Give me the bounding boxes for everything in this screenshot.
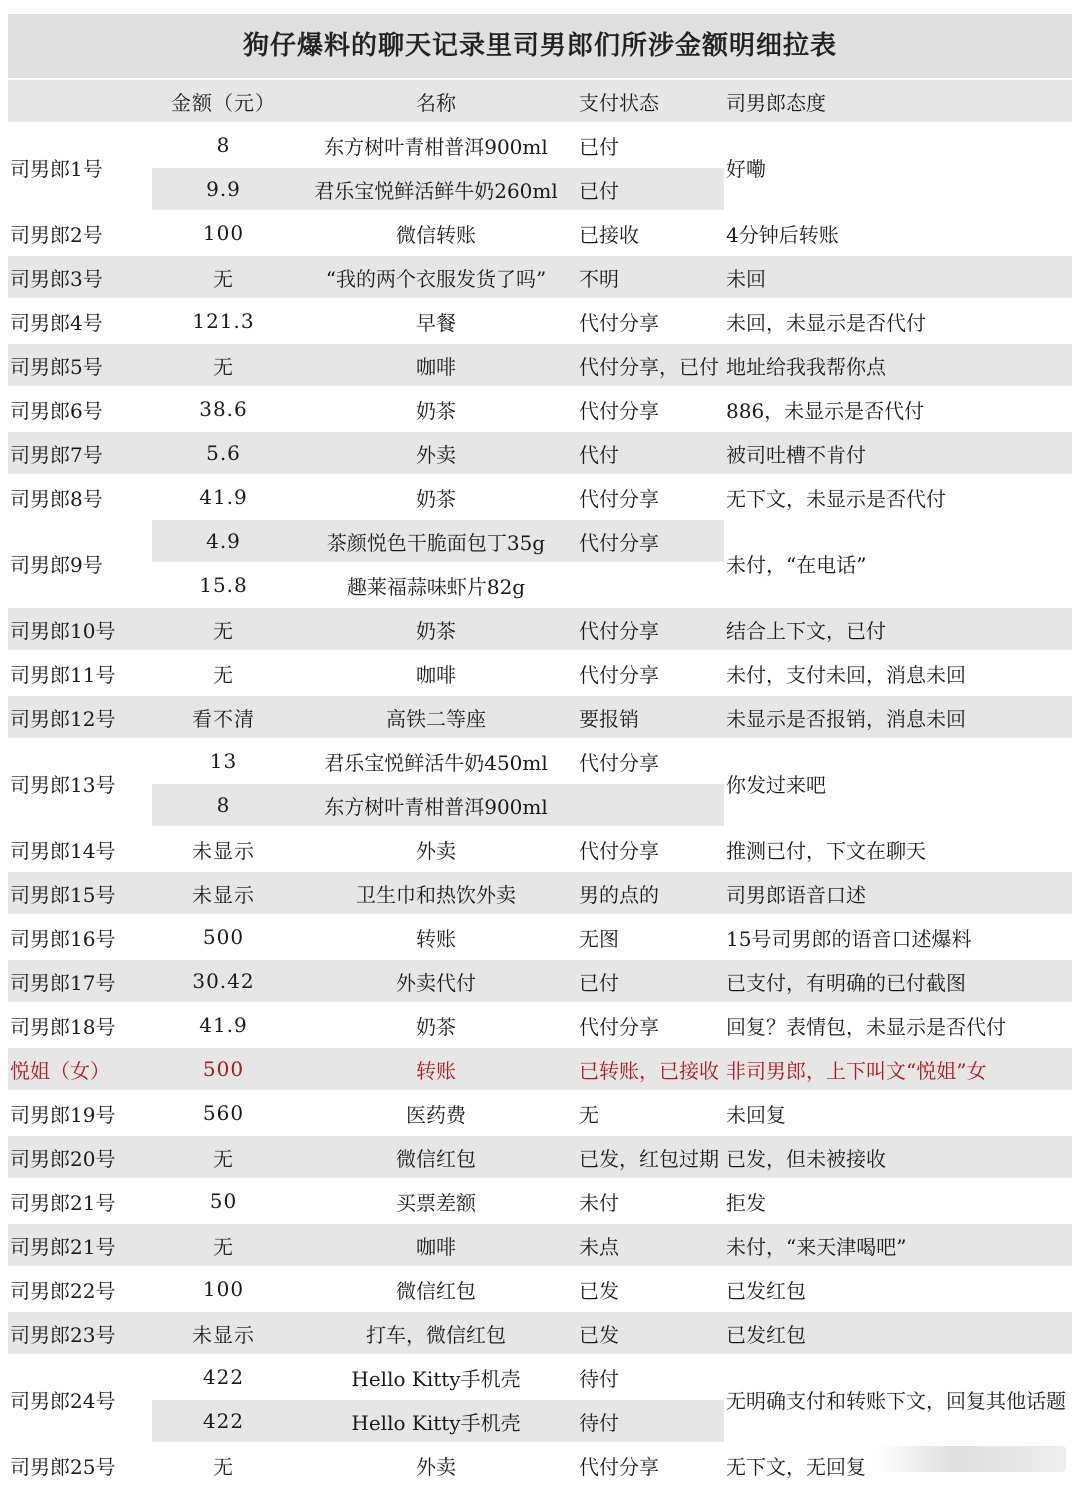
row-attitude: 司男郎语音口述 [724,871,1072,915]
row-status: 已付 [577,167,724,211]
row-status: 已接收 [577,211,724,255]
table-row [8,475,1072,519]
row-amount: 560 [152,1091,295,1135]
row-status: 要报销 [577,695,724,739]
row-attitude: 无下文，无回复 [724,1443,1072,1486]
row-attitude: 已发红包 [724,1267,1072,1311]
row-name: 司男郎7号 [8,431,152,475]
row-item: Hello Kitty手机壳 [295,1355,577,1399]
row-name: 司男郎16号 [8,915,152,959]
row-amount: 无 [152,607,295,651]
row-attitude: 已发红包 [724,1311,1072,1355]
row-amount: 9.9 [152,167,295,211]
watermark [876,1446,1066,1472]
row-name: 司男郎2号 [8,211,152,255]
table-row [8,959,1072,1003]
row-attitude: 已发，但未被接收 [724,1135,1072,1179]
header-attitude: 司男郎态度 [724,79,1072,123]
row-amount: 8 [152,783,295,827]
table-row [8,123,1072,167]
table-row [8,1179,1072,1223]
row-amount: 8 [152,123,295,167]
row-item: 高铁二等座 [295,695,577,739]
row-amount: 无 [152,1443,295,1486]
row-item: 东方树叶青柑普洱900ml [295,783,577,827]
row-status: 无 [577,1091,724,1135]
row-status: 代付分享 [577,519,724,563]
row-name: 司男郎6号 [8,387,152,431]
row-status: 代付分享 [577,607,724,651]
table-row [8,1135,1072,1179]
row-item: 咖啡 [295,651,577,695]
table-row [8,1003,1072,1047]
row-status: 代付分享 [577,475,724,519]
row-amount: 13 [152,739,295,783]
row-name: 司男郎4号 [8,299,152,343]
row-item: 外卖 [295,1443,577,1486]
row-status: 已发 [577,1267,724,1311]
row-name: 司男郎21号 [8,1179,152,1223]
row-item: 转账 [295,915,577,959]
row-name: 司男郎5号 [8,343,152,387]
row-amount: 未显示 [152,1311,295,1355]
row-status: 未点 [577,1223,724,1267]
row-name: 司男郎22号 [8,1267,152,1311]
row-amount: 500 [152,915,295,959]
row-item: 君乐宝悦鲜活牛奶450ml [295,739,577,783]
table-row [8,739,1072,783]
row-amount: 500 [152,1047,295,1091]
row-status: 代付分享 [577,827,724,871]
row-item: 奶茶 [295,387,577,431]
row-amount: 50 [152,1179,295,1223]
table-row [8,255,1072,299]
row-amount: 无 [152,1223,295,1267]
row-name: 司男郎17号 [8,959,152,1003]
table-row [8,299,1072,343]
row-attitude: 回复？表情包，未显示是否代付 [724,1003,1072,1047]
row-item: “我的两个衣服发货了吗” [295,255,577,299]
header-name [8,79,152,123]
row-status: 代付分享 [577,387,724,431]
row-name: 司男郎9号 [8,519,152,607]
row-item: 早餐 [295,299,577,343]
row-item: 茶颜悦色干脆面包丁35g [295,519,577,563]
table-body [8,123,1072,1486]
row-name: 司男郎8号 [8,475,152,519]
row-status: 不明 [577,255,724,299]
row-status: 已付 [577,123,724,167]
row-amount: 未显示 [152,871,295,915]
row-name: 司男郎25号 [8,1443,152,1486]
row-amount: 422 [152,1399,295,1443]
row-item: 买票差额 [295,1179,577,1223]
table-row [8,695,1072,739]
row-item: 奶茶 [295,475,577,519]
row-attitude: 未付，支付未回，消息未回 [724,651,1072,695]
row-amount: 30.42 [152,959,295,1003]
row-name: 司男郎3号 [8,255,152,299]
row-attitude: 结合上下文，已付 [724,607,1072,651]
row-attitude: 15号司男郎的语音口述爆料 [724,915,1072,959]
row-status: 待付 [577,1355,724,1399]
row-attitude: 地址给我我帮你点 [724,343,1072,387]
row-name: 司男郎14号 [8,827,152,871]
row-attitude: 886，未显示是否代付 [724,387,1072,431]
row-status: 男的点的 [577,871,724,915]
row-attitude: 未付，“来天津喝吧” [724,1223,1072,1267]
row-status [577,563,724,607]
row-attitude: 拒发 [724,1179,1072,1223]
table-row [8,431,1072,475]
row-amount: 41.9 [152,1003,295,1047]
row-name: 司男郎10号 [8,607,152,651]
table-row [8,1091,1072,1135]
row-name: 司男郎23号 [8,1311,152,1355]
row-amount: 121.3 [152,299,295,343]
row-attitude: 未付，“在电话” [724,519,1072,607]
row-item: 咖啡 [295,1223,577,1267]
row-status: 无图 [577,915,724,959]
row-item: 医药费 [295,1091,577,1135]
row-amount: 4.9 [152,519,295,563]
table-row [8,651,1072,695]
row-attitude: 已支付，有明确的已付截图 [724,959,1072,1003]
row-attitude: 被司吐槽不肯付 [724,431,1072,475]
row-status: 待付 [577,1399,724,1443]
table-row [8,915,1072,959]
row-attitude: 好嘞 [724,123,1072,211]
row-amount: 15.8 [152,563,295,607]
row-name: 司男郎12号 [8,695,152,739]
row-item: 微信红包 [295,1135,577,1179]
row-attitude: 未回 [724,255,1072,299]
row-item: 外卖 [295,431,577,475]
table-row [8,1223,1072,1267]
row-status: 已发 [577,1311,724,1355]
row-status: 已转账，已接收 [577,1047,724,1091]
row-amount: 无 [152,1135,295,1179]
table-row [8,827,1072,871]
row-item: 转账 [295,1047,577,1091]
table-row [8,1047,1072,1091]
table-row [8,343,1072,387]
row-attitude: 未回，未显示是否代付 [724,299,1072,343]
row-name: 司男郎24号 [8,1355,152,1443]
row-amount: 无 [152,651,295,695]
header-amount: 金额（元） [152,79,295,123]
row-attitude: 非司男郎，上下叫文“悦姐”女 [724,1047,1072,1091]
row-amount: 100 [152,1267,295,1311]
row-status: 未付 [577,1179,724,1223]
amount-table [8,78,1072,1486]
row-status: 代付分享 [577,1003,724,1047]
header-item: 名称 [295,79,577,123]
row-item: 外卖 [295,827,577,871]
row-attitude: 无明确支付和转账下文，回复其他话题 [724,1355,1072,1443]
row-item: Hello Kitty手机壳 [295,1399,577,1443]
table-row [8,211,1072,255]
table-title: 狗仔爆料的聊天记录里司男郎们所涉金额明细拉表 [8,14,1072,78]
row-status: 代付分享 [577,1443,724,1486]
row-status: 代付分享 [577,739,724,783]
row-amount: 看不清 [152,695,295,739]
row-status: 代付 [577,431,724,475]
table-row [8,387,1072,431]
row-name: 司男郎18号 [8,1003,152,1047]
header-status: 支付状态 [577,79,724,123]
row-status [577,783,724,827]
row-item: 东方树叶青柑普洱900ml [295,123,577,167]
row-item: 奶茶 [295,607,577,651]
table-row [8,1267,1072,1311]
row-attitude: 无下文，未显示是否代付 [724,475,1072,519]
row-attitude: 推测已付，下文在聊天 [724,827,1072,871]
row-name: 司男郎1号 [8,123,152,211]
row-attitude: 你发过来吧 [724,739,1072,827]
row-item: 趣莱福蒜味虾片82g [295,563,577,607]
row-amount: 无 [152,255,295,299]
row-amount: 41.9 [152,475,295,519]
row-amount: 100 [152,211,295,255]
row-item: 咖啡 [295,343,577,387]
row-attitude: 4分钟后转账 [724,211,1072,255]
row-amount: 无 [152,343,295,387]
row-status: 代付分享，已付 [577,343,724,387]
row-status: 已付 [577,959,724,1003]
table-row [8,519,1072,563]
row-name: 司男郎15号 [8,871,152,915]
row-item: 打车，微信红包 [295,1311,577,1355]
row-amount: 38.6 [152,387,295,431]
table-row [8,1355,1072,1399]
table-row [8,871,1072,915]
row-status: 代付分享 [577,299,724,343]
row-amount: 未显示 [152,827,295,871]
row-amount: 422 [152,1355,295,1399]
row-name: 悦姐（女） [8,1047,152,1091]
row-status: 代付分享 [577,651,724,695]
spreadsheet [8,14,1072,1482]
row-status: 已发，红包过期 [577,1135,724,1179]
row-attitude: 未回复 [724,1091,1072,1135]
row-item: 卫生巾和热饮外卖 [295,871,577,915]
header-row [8,79,1072,123]
row-item: 微信转账 [295,211,577,255]
table-row [8,1311,1072,1355]
row-item: 微信红包 [295,1267,577,1311]
table-row [8,607,1072,651]
row-name: 司男郎13号 [8,739,152,827]
row-name: 司男郎20号 [8,1135,152,1179]
row-name: 司男郎21号 [8,1223,152,1267]
row-name: 司男郎19号 [8,1091,152,1135]
row-amount: 5.6 [152,431,295,475]
row-name: 司男郎11号 [8,651,152,695]
row-attitude: 未显示是否报销，消息未回 [724,695,1072,739]
row-item: 君乐宝悦鲜活鲜牛奶260ml [295,167,577,211]
row-item: 奶茶 [295,1003,577,1047]
row-item: 外卖代付 [295,959,577,1003]
